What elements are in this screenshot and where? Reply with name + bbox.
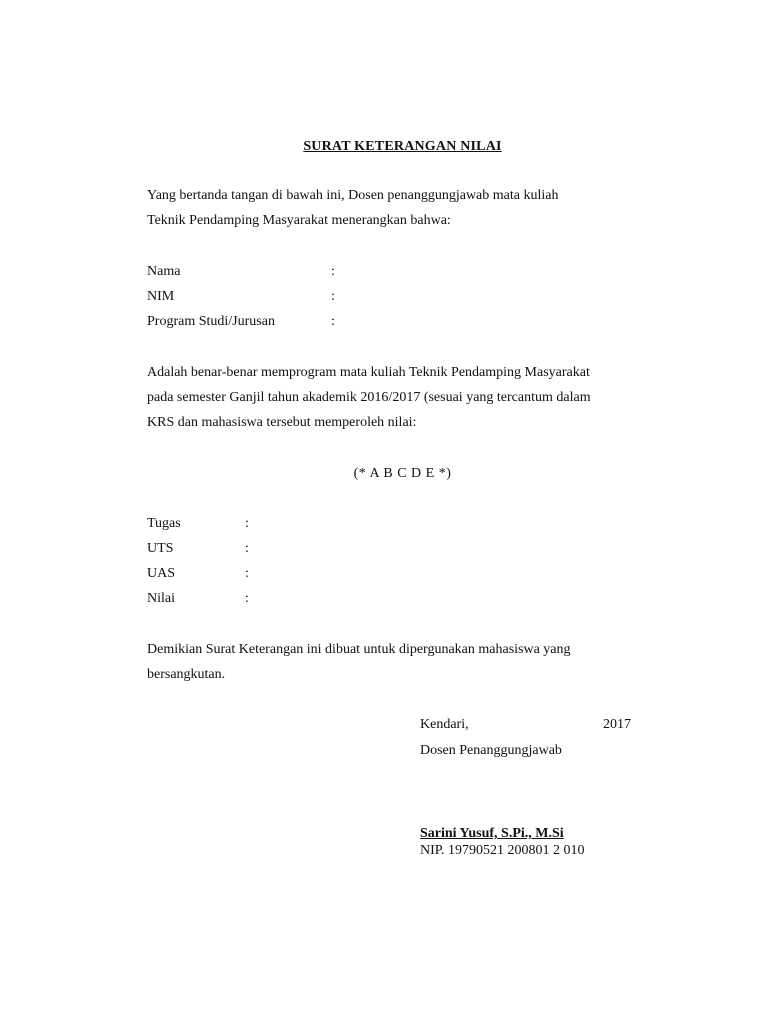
grade-colon-uts: : [245,541,249,556]
grade-label-uts: UTS [147,541,174,556]
closing-line-2: bersangkutan. [147,667,226,682]
closing-line-1: Demikian Surat Keterangan ini dibuat untuk dipergunakan mahasiswa yang [147,642,571,657]
statement-line-1: Adalah benar-benar memprogram mata kuliah Teknik Pendamping Masyarakat [147,365,590,380]
field-label-prodi: Program Studi/Jurusan [147,314,275,329]
grade-label-uas: UAS [147,566,176,581]
intro-line-2: Teknik Pendamping Masyarakat menerangkan bahwa: [147,213,451,228]
field-colon-nim: : [331,289,335,304]
grade-colon-nilai: : [245,591,249,606]
signature-role: Dosen Penanggungjawab [420,743,562,758]
document-title: SURAT KETERANGAN NILAI [303,139,502,154]
grade-label-tugas: Tugas [147,516,181,531]
field-label-nim: NIM [147,289,175,304]
grade-colon-tugas: : [245,516,249,531]
statement-line-2: pada semester Ganjil tahun akademik 2016/2017 (sesuai yang tercantum dalam [147,390,591,405]
field-colon-prodi: : [331,314,335,329]
field-label-nama: Nama [147,264,181,279]
signature-place: Kendari, [420,717,469,732]
signer-name: Sarini Yusuf, S.Pi., M.Si [420,826,564,841]
signature-year: 2017 [603,717,631,732]
statement-line-3: KRS dan mahasiswa tersebut memperoleh nilai: [147,415,417,430]
grade-colon-uas: : [245,566,249,581]
grade-label-nilai: Nilai [147,591,175,606]
grade-options: (* A B C D E *) [353,466,452,481]
signer-nip: NIP. 19790521 200801 2 010 [420,843,585,858]
field-colon-nama: : [331,264,335,279]
intro-line-1: Yang bertanda tangan di bawah ini, Dosen penanggungjawab mata kuliah [147,188,559,203]
